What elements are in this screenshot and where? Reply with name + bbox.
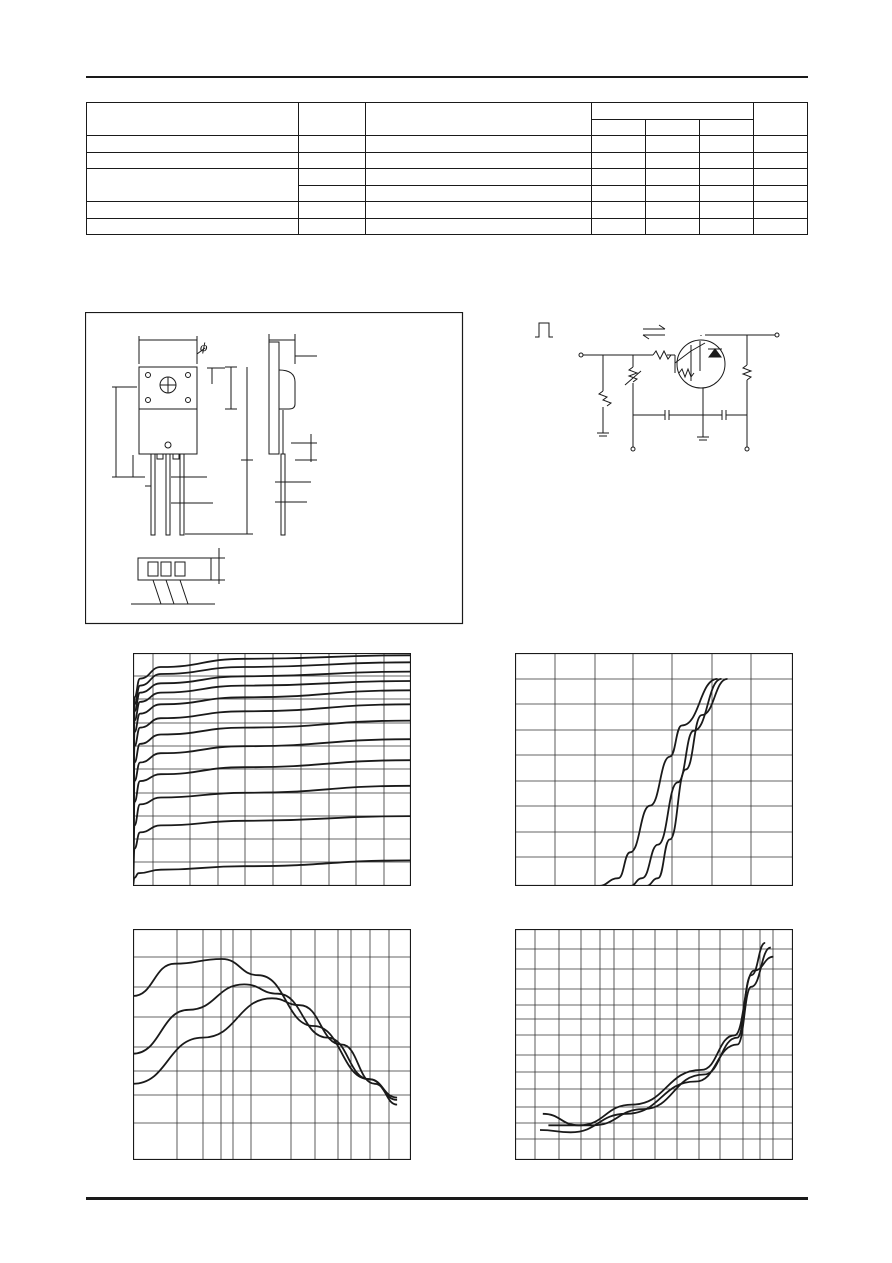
chart-1-plot [515, 653, 793, 886]
package-body [139, 409, 197, 454]
table-cell [645, 152, 699, 169]
table-cell [753, 202, 807, 219]
table-cell [753, 152, 807, 169]
chart-1-series-0 [598, 679, 717, 886]
test-circuit-schematic [525, 315, 785, 460]
table-cell [753, 103, 807, 136]
table-row [87, 169, 808, 186]
chart-2-series-0 [133, 959, 397, 1098]
table-cell [699, 136, 753, 153]
table-row [87, 218, 808, 235]
table-cell [366, 103, 591, 136]
table-cell [753, 136, 807, 153]
chart-1-series-2 [646, 679, 727, 886]
table-cell [699, 202, 753, 219]
chart-0-plot [133, 653, 411, 886]
table-cell [753, 218, 807, 235]
table-cell [591, 103, 753, 120]
chart-bottom-right [515, 929, 793, 1160]
table-row [87, 202, 808, 219]
header-rule [86, 76, 808, 78]
table-cell [645, 185, 699, 202]
potentiometer-icon [629, 367, 637, 382]
table-cell [591, 218, 645, 235]
table-cell [645, 119, 699, 136]
table-cell [699, 119, 753, 136]
chart-1-series-1 [630, 679, 721, 886]
table-cell [645, 169, 699, 186]
table-cell [699, 169, 753, 186]
table-cell [299, 152, 366, 169]
footer-rule [86, 1197, 808, 1200]
chart-top-left [133, 653, 411, 886]
table-cell [87, 103, 299, 136]
table-cell [645, 202, 699, 219]
input-resistor-icon [599, 391, 611, 406]
table-cell [591, 185, 645, 202]
chart-3-plot [515, 929, 793, 1160]
chart-grid [515, 653, 793, 886]
table-cell [699, 152, 753, 169]
table-cell [299, 185, 366, 202]
table-cell [753, 169, 807, 186]
table-cell [366, 169, 591, 186]
diameter-symbol: ϕ [200, 341, 208, 354]
table-cell [645, 136, 699, 153]
table-cell [699, 218, 753, 235]
chart-frame [134, 654, 411, 886]
table-cell [87, 218, 299, 235]
table-cell [591, 136, 645, 153]
chart-2-series-2 [133, 998, 397, 1104]
table-cell [591, 202, 645, 219]
chart-bottom-left [133, 929, 411, 1160]
chart-0-series-0 [133, 860, 411, 884]
load-resistor-icon [743, 365, 751, 380]
table-cell [591, 119, 645, 136]
table-cell [699, 185, 753, 202]
table-cell [645, 218, 699, 235]
table-row [87, 152, 808, 169]
table-cell [366, 136, 591, 153]
table-cell [299, 202, 366, 219]
chart-top-right [515, 653, 793, 886]
table-cell [591, 169, 645, 186]
chart-0-series-6 [133, 704, 411, 885]
table-row [87, 136, 808, 153]
arrow-left-icon [643, 335, 665, 339]
pulse-waveform-icon [535, 323, 553, 337]
arrow-right-icon [643, 325, 665, 329]
table-header-row [87, 103, 808, 120]
table-cell [366, 185, 591, 202]
specifications-table [86, 102, 808, 235]
chart-2-plot [133, 929, 411, 1160]
table-cell [366, 152, 591, 169]
table-cell [87, 152, 299, 169]
diode-icon [709, 349, 721, 357]
chart-0-series-11 [133, 655, 411, 885]
table-cell [299, 103, 366, 136]
chart-3-series-1 [540, 948, 771, 1133]
chart-0-series-1 [133, 816, 411, 885]
table-cell [87, 136, 299, 153]
table-cell [299, 169, 366, 186]
table-cell [87, 169, 299, 202]
table-cell [366, 218, 591, 235]
chart-grid [133, 653, 411, 886]
table-cell [87, 202, 299, 219]
chart-2-series-1 [133, 984, 397, 1100]
table-cell [299, 218, 366, 235]
table-cell [753, 185, 807, 202]
table-cell [299, 136, 366, 153]
package-drawing [85, 312, 464, 625]
darlington-transistor-icon [677, 340, 725, 388]
table-cell [591, 152, 645, 169]
table-cell [366, 202, 591, 219]
